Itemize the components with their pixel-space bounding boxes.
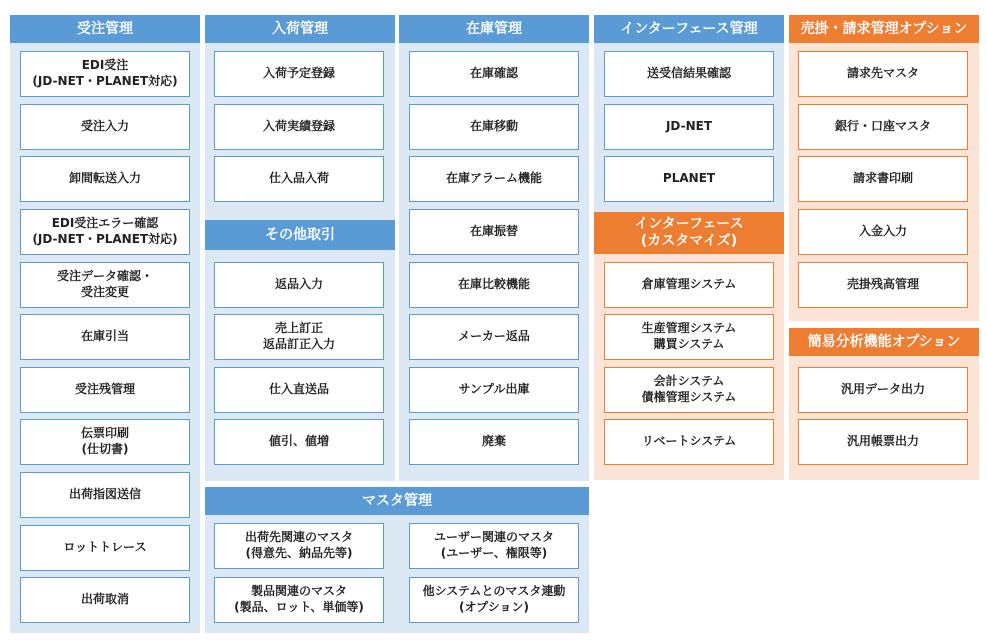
billing-item-balance[interactable]: 売掛残高管理	[798, 262, 968, 308]
other-header: その他取引	[205, 220, 395, 250]
billing-item-billto[interactable]: 請求先マスタ	[798, 51, 968, 97]
master-item-shipto[interactable]: 出荷先関連のマスタ (得意先、納品先等)	[214, 523, 384, 569]
custom-item-rebate[interactable]: リベートシステム	[604, 419, 774, 465]
billing-item-bank[interactable]: 銀行・口座マスタ	[798, 104, 968, 150]
arrival-header: 入荷管理	[205, 15, 395, 43]
order-item-slip-print[interactable]: 伝票印刷 (仕切書)	[20, 419, 190, 465]
custom-header: インターフェース (カスタマイズ)	[594, 212, 784, 254]
other-item-return[interactable]: 返品入力	[214, 262, 384, 308]
interface-item-result[interactable]: 送受信結果確認	[604, 51, 774, 97]
billing-header: 売掛・請求管理オプション	[789, 15, 979, 43]
billing-item-payment[interactable]: 入金入力	[798, 209, 968, 255]
order-item-allocation[interactable]: 在庫引当	[20, 314, 190, 360]
order-item-ship-instruction[interactable]: 出荷指図送信	[20, 472, 190, 518]
custom-item-accounting[interactable]: 会計システム 債権管理システム	[604, 367, 774, 413]
master-item-sync[interactable]: 他システムとのマスタ連動 (オプション)	[409, 577, 579, 623]
billing-item-invoice-print[interactable]: 請求書印刷	[798, 156, 968, 202]
interface-header: インターフェース管理	[594, 15, 784, 43]
master-item-product[interactable]: 製品関連のマスタ (製品、ロット、単価等)	[214, 577, 384, 623]
custom-item-warehouse[interactable]: 倉庫管理システム	[604, 262, 774, 308]
arrival-item-purchase[interactable]: 仕入品入荷	[214, 156, 384, 202]
stock-item-move[interactable]: 在庫移動	[409, 104, 579, 150]
stock-item-compare[interactable]: 在庫比較機能	[409, 262, 579, 308]
order-header: 受注管理	[10, 15, 200, 43]
order-item-edi[interactable]: EDI受注 (JD-NET・PLANET対応)	[20, 51, 190, 97]
order-item-backorder[interactable]: 受注残管理	[20, 367, 190, 413]
order-item-lot-trace[interactable]: ロットトレース	[20, 525, 190, 571]
other-item-direct-ship[interactable]: 仕入直送品	[214, 367, 384, 413]
analysis-header: 簡易分析機能オプション	[789, 328, 979, 356]
interface-item-planet[interactable]: PLANET	[604, 156, 774, 202]
order-item-entry[interactable]: 受注入力	[20, 104, 190, 150]
other-item-discount[interactable]: 値引、値増	[214, 419, 384, 465]
order-item-ship-cancel[interactable]: 出荷取消	[20, 577, 190, 623]
analysis-item-report-output[interactable]: 汎用帳票出力	[798, 419, 968, 465]
stock-item-check[interactable]: 在庫確認	[409, 51, 579, 97]
stock-item-maker-return[interactable]: メーカー返品	[409, 314, 579, 360]
stock-header: 在庫管理	[399, 15, 589, 43]
stock-item-alarm[interactable]: 在庫アラーム機能	[409, 156, 579, 202]
other-item-correction[interactable]: 売上訂正 返品訂正入力	[214, 314, 384, 360]
arrival-item-plan[interactable]: 入荷予定登録	[214, 51, 384, 97]
order-item-data-check[interactable]: 受注データ確認・ 受注変更	[20, 262, 190, 308]
master-header: マスタ管理	[205, 487, 589, 515]
interface-item-jdnet[interactable]: JD-NET	[604, 104, 774, 150]
order-item-transfer[interactable]: 卸間転送入力	[20, 156, 190, 202]
analysis-item-data-output[interactable]: 汎用データ出力	[798, 367, 968, 413]
order-item-edi-error[interactable]: EDI受注エラー確認 (JD-NET・PLANET対応)	[20, 209, 190, 255]
stock-item-sample[interactable]: サンプル出庫	[409, 367, 579, 413]
stock-item-transfer[interactable]: 在庫振替	[409, 209, 579, 255]
custom-item-production[interactable]: 生産管理システム 購買システム	[604, 314, 774, 360]
arrival-item-actual[interactable]: 入荷実績登録	[214, 104, 384, 150]
master-item-user[interactable]: ユーザー関連のマスタ (ユーザー、権限等)	[409, 523, 579, 569]
stock-item-dispose[interactable]: 廃棄	[409, 419, 579, 465]
